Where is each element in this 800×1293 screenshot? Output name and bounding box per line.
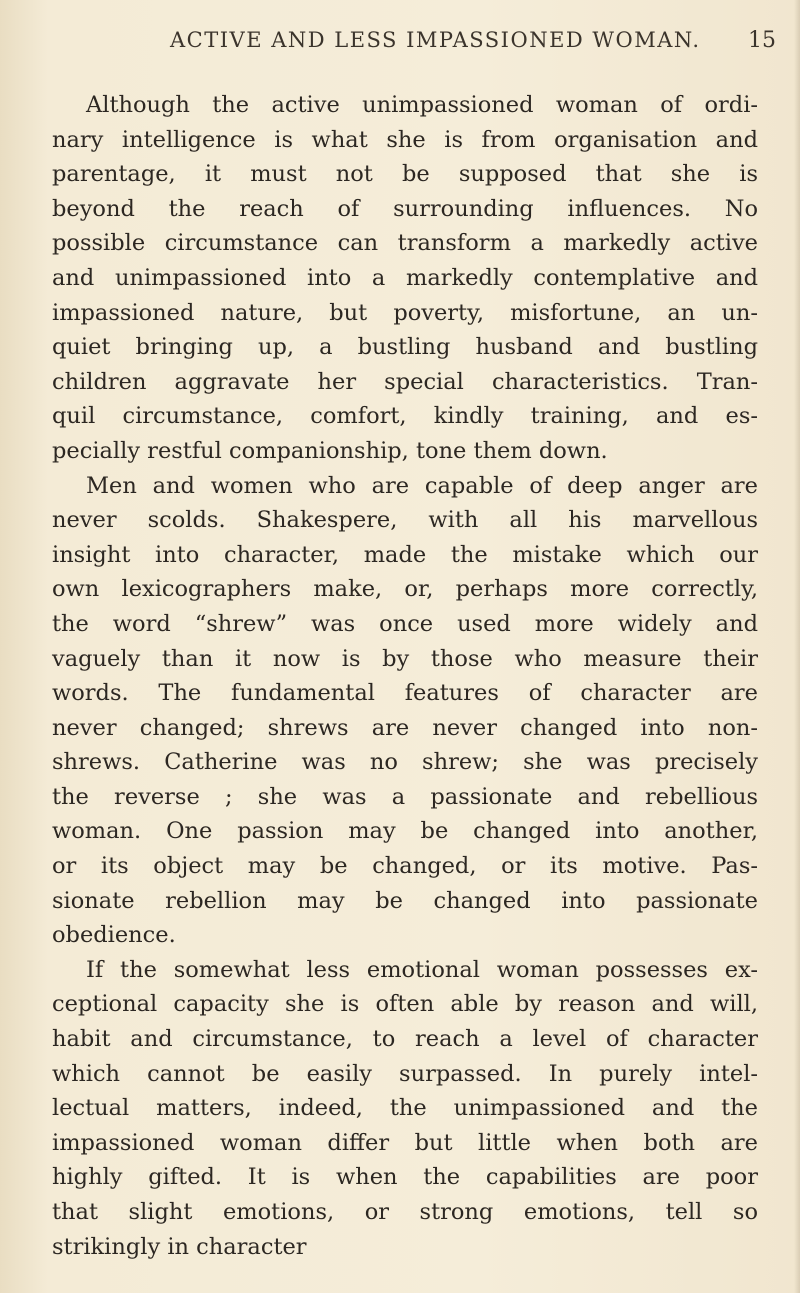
text-line: and unimpassioned into a markedly contemplative and <box>52 264 758 291</box>
text-line: Although the active unimpassioned woman of ordi- <box>86 92 758 118</box>
text-line: or its object may be changed, or its motive. Pas- <box>52 853 758 880</box>
text-line: highly gifted. It is when the capabilities are poor <box>52 1164 758 1191</box>
text-line: own lexicographers make, or, perhaps more correctly, <box>52 576 758 603</box>
text-line: never changed; shrews are never changed into non- <box>52 714 758 741</box>
text-line: pecially restful companionship, tone them down. <box>52 437 608 464</box>
text-line: habit and circumstance, to reach a level of character <box>52 1026 758 1053</box>
text-line: possible circumstance can transform a markedly active <box>52 230 758 257</box>
text-line: never scolds. Shakespere, with all his marvellous <box>52 507 758 534</box>
text-line: insight into character, made the mistake which our <box>52 541 758 568</box>
text-line: woman. One passion may be changed into another, <box>52 818 758 845</box>
text-line: Men and women who are capable of deep anger are <box>86 472 758 499</box>
text-line: strikingly in character <box>52 1233 307 1260</box>
text-line: words. The fundamental features of character are <box>52 680 758 707</box>
page-number: 15 <box>748 28 776 53</box>
text-line: If the somewhat less emotional woman possesses ex- <box>86 956 758 983</box>
text-line: which cannot be easily surpassed. In purely intel- <box>52 1060 758 1087</box>
text-line: quiet bringing up, a bustling husband and bustling <box>52 334 758 361</box>
text-line: parentage, it must not be supposed that she is <box>52 161 758 188</box>
text-line: lectual matters, indeed, the unimpassioned and the <box>52 1095 758 1122</box>
text-line: the reverse ; she was a passionate and rebellious <box>52 783 758 810</box>
text-line: sionate rebellion may be changed into passionate <box>52 887 758 914</box>
text-line: that slight emotions, or strong emotions, tell so <box>52 1199 758 1225</box>
body-text <box>52 88 758 1264</box>
text-line: impassioned woman differ but little when both are <box>52 1129 758 1156</box>
text-line: nary intelligence is what she is from organisation and <box>52 126 758 153</box>
text-line: quil circumstance, comfort, kindly training, and es- <box>52 403 758 430</box>
text-line: obedience. <box>52 922 176 949</box>
running-head-title: ACTIVE AND LESS IMPASSIONED WOMAN. <box>170 28 701 52</box>
text-line: shrews. Catherine was no shrew; she was precisely <box>52 749 758 776</box>
text-line: impassioned nature, but poverty, misfortune, an un- <box>52 299 758 326</box>
text-line: the word “shrew” was once used more widely and <box>52 610 758 637</box>
text-line: beyond the reach of surrounding influences. No <box>52 195 758 222</box>
text-line: vaguely than it now is by those who measure their <box>52 645 758 672</box>
text-line: children aggravate her special characteristics. Tran- <box>52 368 758 395</box>
page-edge-shadow <box>794 0 800 1293</box>
running-header <box>0 28 800 58</box>
text-line: ceptional capacity she is often able by reason and will, <box>52 991 758 1018</box>
